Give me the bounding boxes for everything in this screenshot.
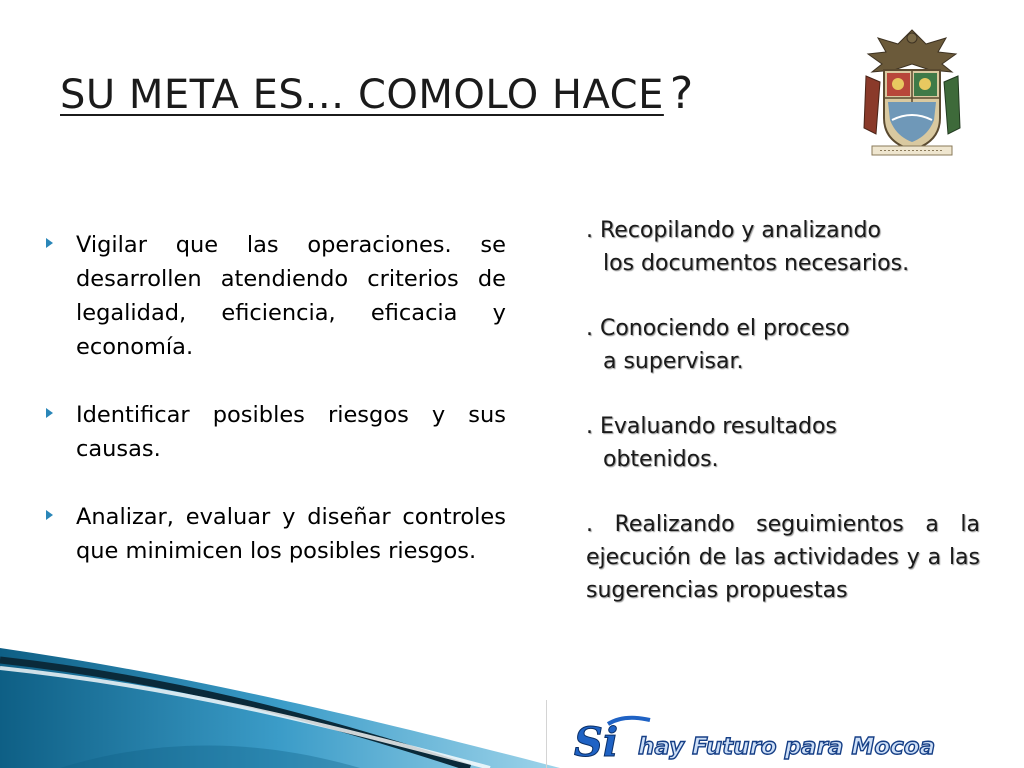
slide-title-question-mark: ? [669, 68, 694, 119]
goals-list [46, 228, 506, 602]
logo-text: hay Futuro para Mocoa [638, 734, 936, 760]
triangle-right-icon [46, 408, 53, 418]
list-item [46, 398, 506, 466]
method-line: . Evaluando resultados [586, 414, 837, 439]
coat-of-arms-icon [858, 24, 966, 160]
method-line-continued: obtenidos. [603, 447, 719, 472]
footer-divider [546, 700, 547, 768]
method-item [586, 214, 980, 280]
slide-title-text: SU META ES… COMOLO HACE [60, 72, 664, 118]
method-line: . Recopilando y analizando [586, 218, 881, 243]
decorative-wave [0, 640, 560, 768]
goal-text: Identificar posibles riesgos y sus causas. [76, 402, 506, 462]
method-item [586, 410, 980, 476]
method-line-continued: los documentos necesarios. [603, 251, 910, 276]
methods-column [586, 214, 980, 639]
method-item-last: . Realizando seguimientos a la ejecución de las actividades y a las sugerencias propuestas [586, 512, 980, 603]
logo-mark: Si [574, 719, 619, 766]
goal-text: Vigilar que las operaciones. se desarrollen atendiendo criterios de legalidad, eficiencia, eficacia y economía. [76, 232, 506, 360]
slide-title [60, 68, 694, 119]
triangle-right-icon [46, 510, 53, 520]
method-item [586, 312, 980, 378]
method-line-continued: a supervisar. [603, 349, 744, 374]
list-item [46, 500, 506, 568]
si-hay-futuro-logo [572, 712, 972, 766]
triangle-right-icon [46, 238, 53, 248]
method-line: . Conociendo el proceso [586, 316, 850, 341]
goal-text: Analizar, evaluar y diseñar controles que minimicen los posibles riesgos. [76, 504, 506, 564]
list-item [46, 228, 506, 364]
